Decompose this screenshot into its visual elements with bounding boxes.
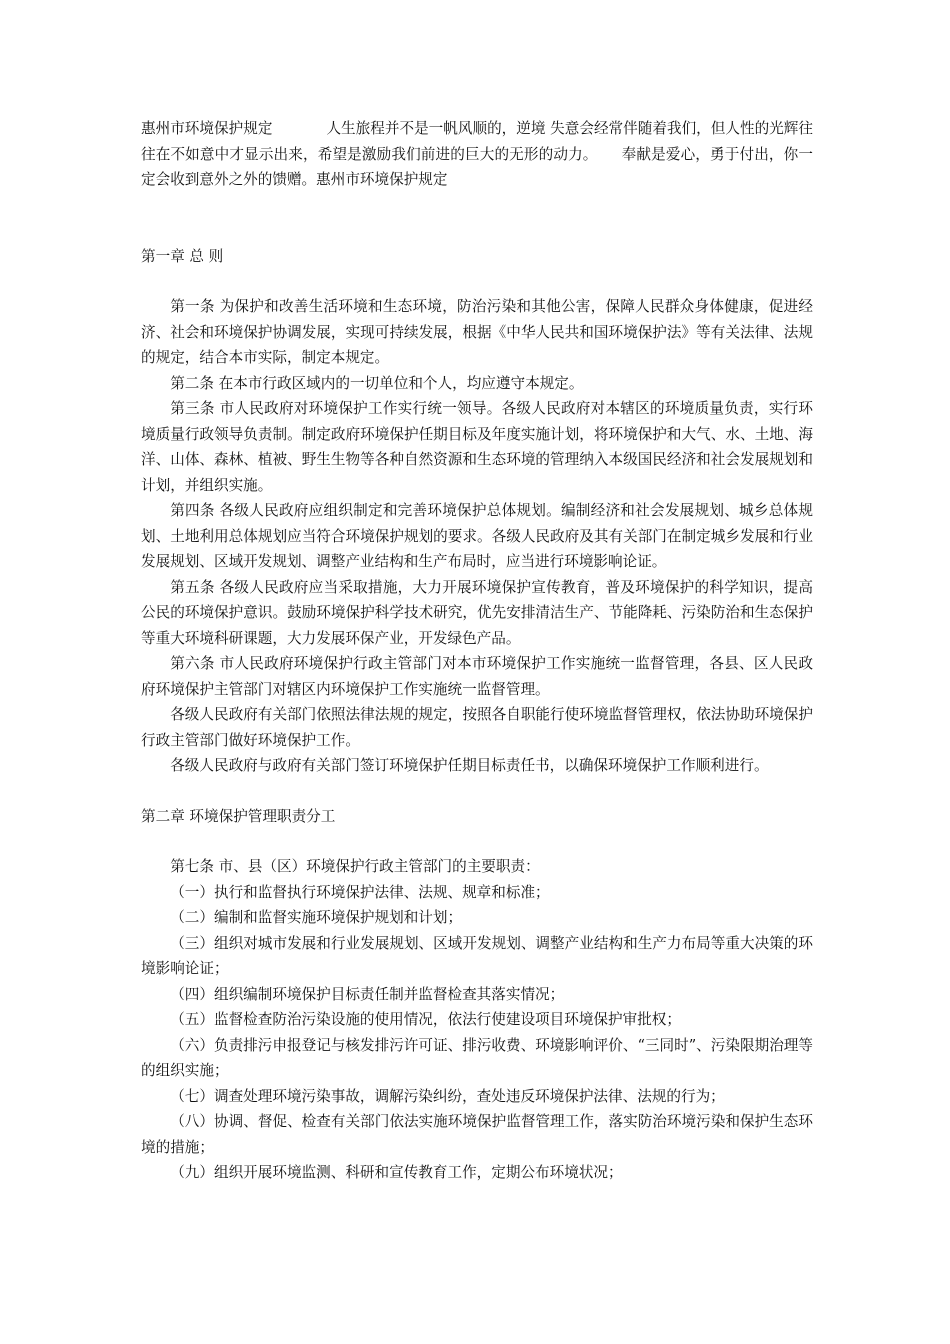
article-paragraph: 第五条 各级人民政府应当采取措施，大力开展环境保护宣传教育，普及环境保护的科学知识，提高公民的环境保护意识。鼓励环境保护科学技术研究，优先安排清洁生产、节能降耗、污染防治和生态保护等重大环境科研课题，大力发展环保产业，开发绿色产品。: [141, 578, 813, 647]
article-paragraph: 第七条 市、县（区）环境保护行政主管部门的主要职责：: [170, 858, 540, 875]
list-item: （七）调查处理环境污染事故，调解污染纠纷，查处违反环境保护法律、法规的行为；: [170, 1087, 725, 1105]
intro-text-1: 人生旅程并不是一帆风顺的，逆境 失意会经常伴随着我们，但人性的光辉往往在不如意中才显示出来，希望是激励我们前进的巨大的无形的动力。: [141, 120, 813, 163]
list-item: （一）执行和监督执行环境保护法律、法规、规章和标准；: [170, 883, 550, 901]
chapter-1-heading: 第一章 总 则: [141, 247, 224, 265]
article-paragraph: 各级人民政府有关部门依照法律法规的规定，按照各自职能行使环境监督管理权，依法协助环境保护行政主管部门做好环境保护工作。: [141, 706, 813, 749]
list-item: （六）负责排污申报登记与核发排污许可证、排污收费、环境影响评价、“三同时”、污染限期治理等的组织实施；: [141, 1036, 813, 1079]
list-item: （三）组织对城市发展和行业发展规划、区域开发规划、调整产业结构和生产力布局等重大决策的环境影响论证；: [141, 934, 813, 977]
article-paragraph: 第一条 为保护和改善生活环境和生态环境，防治污染和其他公害，保障人民群众身体健康，促进经济、社会和环境保护协调发展，实现可持续发展，根据《中华人民共和国环境保护法》等有关法律、法规的规定，结合本市实际，制定本规定。: [141, 298, 813, 366]
list-item: （四）组织编制环境保护目标责任制并监督检查其落实情况；: [170, 985, 565, 1003]
chapter-2-heading: 第二章 环境保护管理职责分工: [141, 807, 336, 825]
intro-title: 惠州市环境保护规定: [141, 120, 273, 137]
list-item: （二）编制和监督实施环境保护规划和计划；: [170, 909, 463, 926]
document-body: [141, 116, 813, 1186]
list-item: （九）组织开展环境监测、科研和宣传教育工作，定期公布环境状况；: [170, 1164, 623, 1181]
intro-text-2: 奉献是爱心，勇于付出，你一定会收到意外之外的馈赠。惠州市环境保护规定: [141, 145, 813, 188]
article-paragraph: 第六条 市人民政府环境保护行政主管部门对本市环境保护工作实施统一监督管理，各县、区人民政府环境保护主管部门对辖区内环境保护工作实施统一监督管理。: [141, 655, 813, 698]
list-item: （八）协调、督促、检查有关部门依法实施环境保护监督管理工作，落实防治环境污染和保护生态环境的措施；: [141, 1113, 813, 1156]
article-paragraph: 各级人民政府与政府有关部门签订环境保护任期目标责任书，以确保环境保护工作顺利进行。: [170, 757, 769, 774]
list-item: （五）监督检查防治污染设施的使用情况，依法行使建设项目环境保护审批权；: [170, 1011, 681, 1028]
article-paragraph: 第三条 市人民政府对环境保护工作实行统一领导。各级人民政府对本辖区的环境质量负责，实行环境质量行政领导负责制。制定政府环境保护任期目标及年度实施计划，将环境保护和大气、水、土地、海洋、山体、森林、植被、野生生物等各种自然资源和生态环境的管理纳入本级国民经济和社会发展规划和计划，并组织实施。: [141, 400, 813, 494]
article-paragraph: 第四条 各级人民政府应组织制定和完善环境保护总体规划。编制经济和社会发展规划、城乡总体规划、土地利用总体规划应当符合环境保护规划的要求。各级人民政府及其有关部门在制定城乡发展和行业发展规划、区域开发规划、调整产业结构和生产布局时，应当进行环境影响论证。: [141, 502, 813, 570]
article-paragraph: 第二条 在本市行政区域内的一切单位和个人，均应遵守本规定。: [170, 374, 584, 392]
intro-paragraph: [141, 116, 813, 193]
chapter-2-body: [141, 854, 813, 1186]
chapter-1-body: [141, 294, 813, 779]
